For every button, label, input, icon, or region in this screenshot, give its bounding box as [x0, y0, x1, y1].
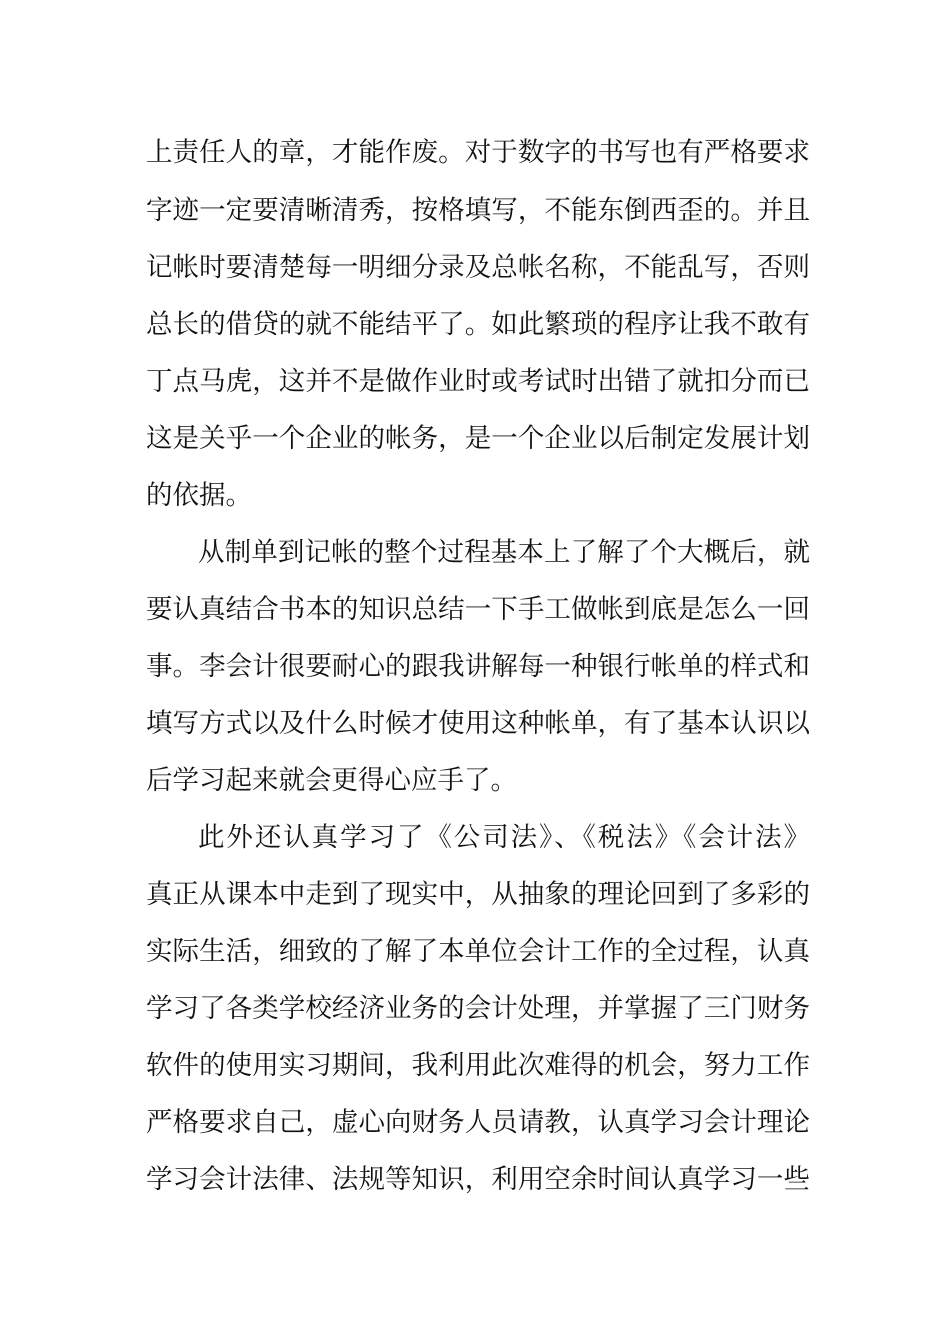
text-line: 实际生活，细致的了解了本单位会计工作的全过程，认真 [146, 936, 810, 967]
paragraph-first-line: 此外还认真学习了《公司法》、《税法》《会计法》 [198, 822, 810, 853]
text-line: 事。李会计很要耐心的跟我讲解每一种银行帐单的样式和 [146, 651, 810, 682]
text-line: 丁点马虎，这并不是做作业时或考试时出错了就扣分而已 [146, 366, 810, 397]
text-line: 软件的使用实习期间，我利用此次难得的机会，努力工作 [146, 1050, 810, 1081]
text-line: 学习了各类学校经济业务的会计处理，并掌握了三门财务 [146, 993, 810, 1024]
text-line: 填写方式以及什么时候才使用这种帐单，有了基本认识以 [146, 708, 810, 739]
text-line: 真正从课本中走到了现实中，从抽象的理论回到了多彩的 [146, 879, 810, 910]
text-line: 学习会计法律、法规等知识，利用空余时间认真学习一些 [146, 1164, 810, 1195]
text-line: 记帐时要清楚每一明细分录及总帐名称，不能乱写，否则 [146, 252, 810, 283]
text-line: 后学习起来就会更得心应手了。 [146, 765, 517, 796]
text-line: 上责任人的章，才能作废。对于数字的书写也有严格要求 [146, 137, 810, 168]
text-line: 这是关乎一个企业的帐务，是一个企业以后制定发展计划 [146, 423, 810, 454]
text-line: 的依据。 [146, 480, 252, 511]
text-line: 字迹一定要清晰清秀，按格填写，不能东倒西歪的。并且 [146, 195, 810, 226]
text-line: 要认真结合书本的知识总结一下手工做帐到底是怎么一回 [146, 594, 810, 625]
paragraph-first-line: 从制单到记帐的整个过程基本上了解了个大概后，就 [198, 537, 810, 568]
text-line: 严格要求自己，虚心向财务人员请教，认真学习会计理论 [146, 1107, 810, 1138]
text-line: 总长的借贷的就不能结平了。如此繁琐的程序让我不敢有 [146, 309, 810, 340]
